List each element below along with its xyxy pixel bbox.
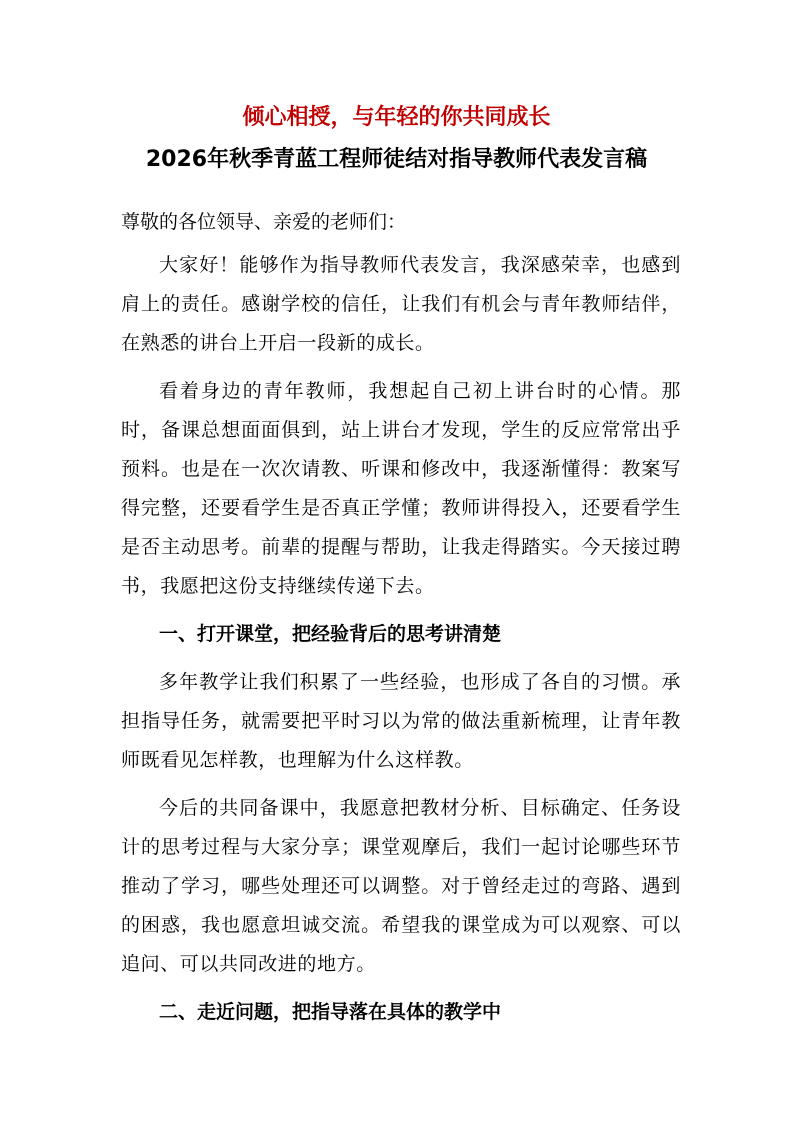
document-title: 倾心相授，与年轻的你共同成长 xyxy=(242,105,551,130)
paragraph-reflection: 看着身边的青年教师，我想起自己初上讲台时的心情。那时，备课总想面面俱到，站上讲台才发现，学生的反应常常出乎预料。也是在一次次请教、听课和修改中，我逐渐懂得：教案写得完整，还要看学生是否真正学懂；教师讲得投入，还要看学生是否主动思考。前辈的提醒与帮助，让我走得踏实。今天接过聘书，我愿把这份支持继续传递下去。 xyxy=(121,380,681,597)
salutation: 尊敬的各位领导、亲爱的老师们： xyxy=(121,211,407,233)
document-body xyxy=(121,207,681,1041)
section1-paragraph-1: 多年教学让我们积累了一些经验，也形成了各自的习惯。承担指导任务，就需要把平时习以为常的做法重新梳理，让青年教师既看见怎样教，也理解为什么这样教。 xyxy=(121,671,681,771)
section-heading-2: 二、走近问题，把指导落在具体的教学中 xyxy=(159,1001,502,1023)
section-heading-1: 一、打开课堂，把经验背后的思考讲清楚 xyxy=(159,623,502,645)
section1-paragraph-2: 今后的共同备课中，我愿意把教材分析、目标确定、任务设计的思考过程与大家分享；课堂观摩后，我们一起讨论哪些环节推动了学习，哪些处理还可以调整。对于曾经走过的弯路、遇到的困惑，我也愿意坦诚交流。希望我的课堂成为可以观察、可以追问、可以共同改进的地方。 xyxy=(121,797,681,975)
paragraph-opening: 大家好！能够作为指导教师代表发言，我深感荣幸，也感到肩上的责任。感谢学校的信任，让我们有机会与青年教师结伴，在熟悉的讲台上开启一段新的成长。 xyxy=(121,254,681,354)
document-subtitle: 2026年秋季青蓝工程师徒结对指导教师代表发言稿 xyxy=(145,147,648,172)
